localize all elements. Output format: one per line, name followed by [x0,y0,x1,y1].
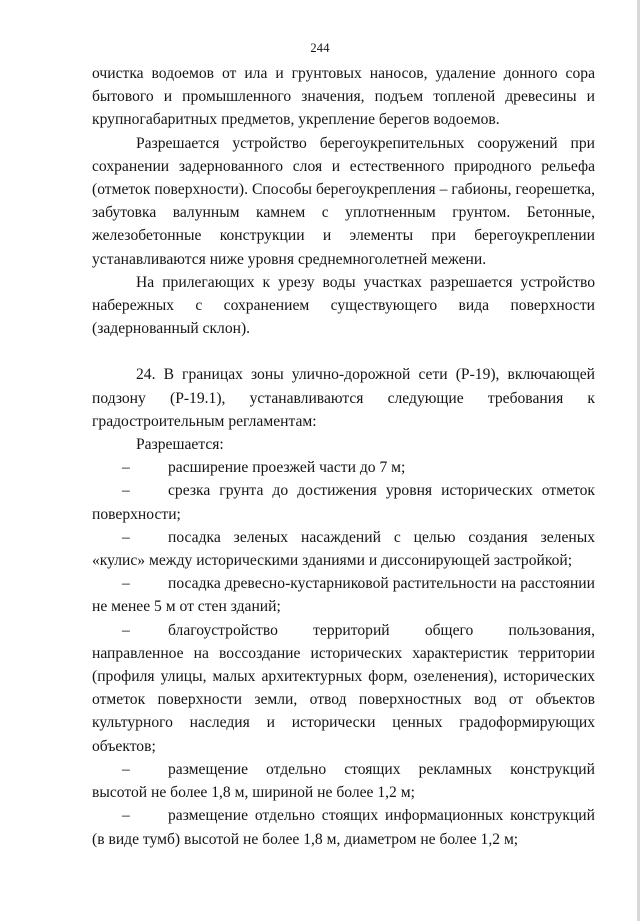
list-item-text: расширение проезжей части до 7 м; [168,459,406,477]
list-item [92,479,595,525]
list-item [92,456,595,479]
dash-marker: – [122,760,130,778]
list-item [92,619,595,758]
allowed-list [92,456,595,850]
list-item-text: посадка древесно-кустарниковой растительности на расстоянии не менее 5 м от стен зданий; [92,575,595,616]
list-item-text: размещение отдельно стоящих информационных конструкций (в виде тумб) высотой не более 1,8 м, диаметром не более 1,2 м; [92,807,595,848]
paragraph-allowed-heading: Разрешается: [136,436,224,454]
dash-marker: – [122,482,130,500]
document-body [92,62,595,851]
paragraph-gap [92,340,595,363]
dash-marker: – [122,621,130,639]
paragraph-water-cleaning: очистка водоемов от ила и грунтовых наносов, удаление донного сора бытового и промышленного значения, подъем топленой древесины и крупногабаритных предметов, укрепление берегов водоемов. [92,65,595,129]
list-item-text: срезка грунта до достижения уровня исторических отметок поверхности; [92,482,595,523]
list-item [92,526,595,572]
list-item-text: благоустройство территорий общего пользования, направленное на воссоздание исторических характеристик территории (профиля улицы, малых архитектурных форм, озеленения), исторических отметок поверхности земли, отвод поверхностных вод от объектов культурного наследия и исторически ценных градоформирующих объектов; [92,621,595,755]
paragraph-section-24: 24. В границах зоны улично-дорожной сети (Р-19), включающей подзону (Р-19.1), устанавливаются следующие требования к градостроительным регламентам: [92,366,595,430]
list-item [92,758,595,804]
paragraph-bank-protection: Разрешается устройство берегоукрепительных сооружений при сохранении задернованного слоя и естественного природного рельефа (отметок поверхности). Способы берегоукрепления – габионы, георешетка, забутовка валунным камнем с уплотненным грунтом. Бетонные, железобетонные конструкции и элементы при берегоукреплении устанавливаются ниже уровня среднемноголетней межени. [92,134,595,268]
list-item [92,804,595,850]
list-item-text: размещение отдельно стоящих рекламных конструкций высотой не более 1,8 м, шириной не более 1,2 м; [92,760,595,802]
page-number: 244 [310,41,330,55]
list-item [92,572,595,618]
list-item-text: посадка зеленых насаждений с целью создания зеленых «кулис» между историческими зданиями и диссонирующей застройкой; [92,528,595,570]
dash-marker: – [122,528,130,546]
paragraph-embankments: На прилегающих к урезу воды участках разрешается устройство набережных с сохранением существующего вида поверхности (задернованный склон). [92,273,595,338]
dash-marker: – [122,575,130,593]
dash-marker: – [122,807,130,825]
dash-marker: – [122,459,130,477]
